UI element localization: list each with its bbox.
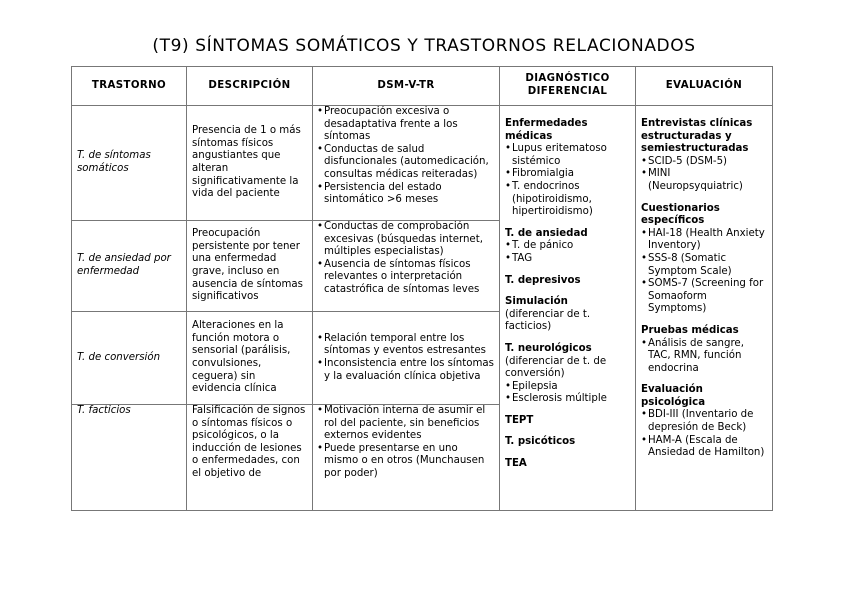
dsm-criterion: • Inconsistencia entre los síntomas y la evaluación clínica objetiva bbox=[317, 358, 495, 383]
diag-group-title: Enfermedades médicas bbox=[505, 118, 588, 142]
diag-item: • TAG bbox=[505, 253, 630, 266]
eval-item: • SOMS-7 (Screening for Somaoform Symptoms) bbox=[641, 278, 767, 316]
header-trastorno: TRASTORNO bbox=[72, 67, 187, 106]
eval-group-title: Entrevistas clínicas estructuradas y semiestructuradas bbox=[641, 118, 753, 155]
eval-group-title: Evaluación psicológica bbox=[641, 384, 706, 408]
header-diagnostico: DIAGNÓSTICO DIFERENCIAL bbox=[500, 67, 636, 106]
trastorno-cell: T. de ansiedad por enfermedad bbox=[72, 221, 187, 312]
trastorno-cell: T. de conversión bbox=[72, 312, 187, 405]
descripcion-cell: Presencia de 1 o más síntomas físicos angustiantes que alteran significativamente la vida del paciente bbox=[187, 106, 313, 221]
diag-group-note: (diferenciar de t. facticios) bbox=[505, 308, 591, 333]
table-row bbox=[72, 106, 773, 221]
diag-group-title: TEA bbox=[505, 458, 527, 470]
eval-group bbox=[641, 118, 767, 194]
descripcion-cell: Alteraciones en la función motora o sensorial (parálisis, convulsiones, ceguera) sin evidencia clínica bbox=[187, 312, 313, 405]
dsm-criterion: • Motivación interna de asumir el rol del paciente, sin beneficios externos evidentes bbox=[317, 405, 495, 443]
eval-item: • SCID-5 (DSM-5) bbox=[641, 156, 767, 169]
diag-item: • Esclerosis múltiple bbox=[505, 393, 630, 406]
diag-group bbox=[505, 343, 630, 406]
diag-group bbox=[505, 296, 630, 334]
eval-item: • BDI-III (Inventario de depresión de Beck) bbox=[641, 409, 767, 434]
diag-group-title: T. de ansiedad bbox=[505, 227, 588, 239]
evaluacion-cell bbox=[636, 106, 773, 511]
descripcion-cell: Falsificación de signos o síntomas físicos o psicológicos, o la inducción de lesiones o enfermedades, con el objetivo de bbox=[187, 405, 313, 511]
diag-item: • T. endocrinos (hipotiroidismo, hipertiroidismo) bbox=[505, 181, 630, 219]
dsm-criterion: • Relación temporal entre los síntomas y eventos estresantes bbox=[317, 333, 495, 358]
diag-item: • T. de pánico bbox=[505, 240, 630, 253]
diag-group bbox=[505, 275, 630, 288]
diag-group-title: T. depresivos bbox=[505, 274, 581, 286]
dsm-cell bbox=[313, 405, 500, 511]
dsm-criterion: • Persistencia del estado sintomático >6 meses bbox=[317, 182, 495, 207]
diag-group bbox=[505, 228, 630, 266]
diag-group-title: TEPT bbox=[505, 414, 534, 426]
header-dsm: DSM-V-TR bbox=[313, 67, 500, 106]
header-evaluacion: EVALUACIÓN bbox=[636, 67, 773, 106]
page-title: (T9) SÍNTOMAS SOMÁTICOS Y TRASTORNOS RELACIONADOS bbox=[152, 36, 696, 56]
diag-group-note: (diferenciar de t. de conversión) bbox=[505, 355, 607, 380]
diagnostico-cell bbox=[500, 106, 636, 511]
descripcion-cell: Preocupación persistente por tener una enfermedad grave, incluso en ausencia de síntomas significativos bbox=[187, 221, 313, 312]
dsm-cell bbox=[313, 312, 500, 405]
disorders-table bbox=[71, 66, 773, 511]
dsm-criterion: • Preocupación excesiva o desadaptativa frente a los síntomas bbox=[317, 106, 495, 144]
eval-item: • Análisis de sangre, TAC, RMN, función endocrina bbox=[641, 338, 767, 376]
diag-group bbox=[505, 118, 630, 219]
diag-group bbox=[505, 458, 630, 471]
diag-group-title: T. psicóticos bbox=[505, 436, 576, 448]
diag-group bbox=[505, 436, 630, 449]
diag-group-title: T. neurológicos bbox=[505, 342, 592, 354]
diag-group-title: Simulación bbox=[505, 296, 568, 308]
dsm-criterion: • Puede presentarse en uno mismo o en otros (Munchausen por poder) bbox=[317, 443, 495, 481]
diag-item: • Epilepsia bbox=[505, 381, 630, 394]
eval-group-title: Cuestionarios específicos bbox=[641, 202, 720, 227]
dsm-criterion: • Conductas de salud disfuncionales (automedicación, consultas médicas reiteradas) bbox=[317, 144, 495, 182]
diag-item: • Lupus eritematoso sistémico bbox=[505, 143, 630, 168]
dsm-criterion: • Ausencia de síntomas físicos relevantes o interpretación catastrófica de síntomas leves bbox=[317, 259, 495, 297]
header-descripcion: DESCRIPCIÓN bbox=[187, 67, 313, 106]
trastorno-cell: T. facticios bbox=[72, 405, 187, 511]
trastorno-cell: T. de síntomas somáticos bbox=[72, 106, 187, 221]
dsm-cell bbox=[313, 106, 500, 221]
table-header-row bbox=[72, 67, 773, 106]
eval-item: • HAM-A (Escala de Ansiedad de Hamilton) bbox=[641, 435, 767, 460]
dsm-criterion: • Conductas de comprobación excesivas (búsquedas internet, múltiples especialistas) bbox=[317, 221, 495, 259]
diag-group bbox=[505, 415, 630, 428]
eval-group bbox=[641, 203, 767, 316]
dsm-cell bbox=[313, 221, 500, 312]
eval-group-title: Pruebas médicas bbox=[641, 324, 739, 336]
diag-item: • Fibromialgia bbox=[505, 168, 630, 181]
eval-group bbox=[641, 384, 767, 460]
eval-item: • SSS-8 (Somatic Symptom Scale) bbox=[641, 253, 767, 278]
eval-item: • MINI (Neuropsyquiatric) bbox=[641, 168, 767, 193]
eval-group bbox=[641, 325, 767, 375]
eval-item: • HAI-18 (Health Anxiety Inventory) bbox=[641, 228, 767, 253]
